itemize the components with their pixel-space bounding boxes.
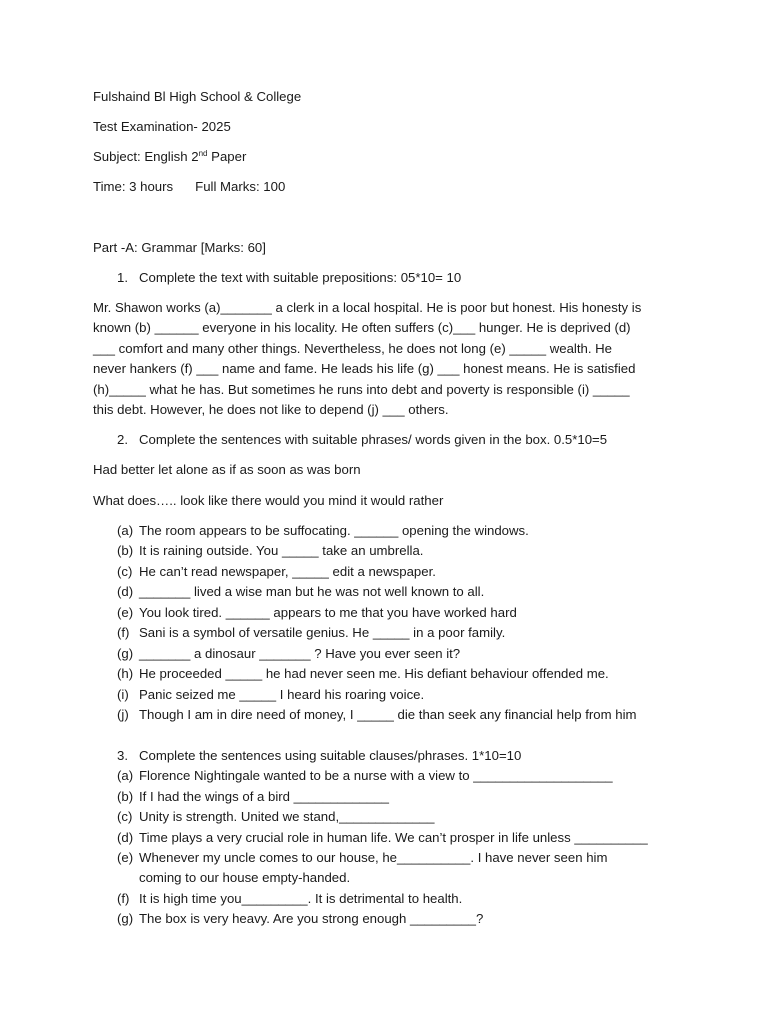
q2-number: 2.	[117, 432, 128, 447]
time-marks-line	[93, 179, 285, 195]
item-label: (g)	[117, 911, 134, 926]
item-text: He can’t read newspaper, _____ edit a newspaper.	[139, 564, 436, 579]
q2-instruction: Complete the sentences with suitable phrases/ words given in the box. 0.5*10=5	[139, 432, 608, 447]
item-text: Time plays a very crucial role in human life. We can’t prosper in life unless __________	[139, 830, 648, 845]
item-label: (f)	[117, 625, 130, 640]
q3-instruction: Complete the sentences using suitable clauses/phrases. 1*10=10	[139, 748, 522, 763]
item-text: coming to our house empty-handed.	[139, 870, 351, 885]
item-text: You look tired. ______ appears to me that you have worked hard	[139, 605, 517, 620]
q2-box-line: What does….. look like there would you mind it would rather	[93, 493, 444, 508]
item-label: (e)	[117, 605, 134, 620]
item-label: (b)	[117, 543, 134, 558]
item-label: (d)	[117, 584, 134, 599]
time-text: Time: 3 hours	[93, 179, 174, 194]
item-text: _______ lived a wise man but he was not well known to all.	[139, 584, 485, 599]
item-text: _______ a dinosaur _______ ? Have you ever seen it?	[139, 646, 461, 661]
item-label: (a)	[117, 768, 134, 783]
item-text: The box is very heavy. Are you strong enough _________?	[139, 911, 484, 926]
item-label: (g)	[117, 646, 134, 661]
full-marks-text: Full Marks: 100	[195, 179, 286, 194]
school-name: Fulshaind Bl High School & College	[93, 89, 302, 104]
part-a-title: Part -A: Grammar [Marks: 60]	[93, 240, 266, 255]
item-label: (d)	[117, 830, 134, 845]
q1-passage-line: Mr. Shawon works (a)_______ a clerk in a local hospital. He is poor but honest. His honesty is	[93, 300, 642, 315]
exam-title: Test Examination- 2025	[93, 119, 231, 134]
item-label: (b)	[117, 789, 134, 804]
item-text: Panic seized me _____ I heard his roaring voice.	[139, 687, 425, 702]
subject-superscript: nd	[198, 149, 208, 158]
q1-number: 1.	[117, 270, 128, 285]
q1-passage-line: ___ comfort and many other things. Nevertheless, he does not long (e) _____ wealth. He	[93, 341, 613, 356]
item-label: (c)	[117, 564, 133, 579]
item-text: It is raining outside. You _____ take an umbrella.	[139, 543, 424, 558]
item-text: Sani is a symbol of versatile genius. He _____ in a poor family.	[139, 625, 506, 640]
q3-number: 3.	[117, 748, 128, 763]
item-text: The room appears to be suffocating. ______ opening the windows.	[139, 523, 529, 538]
item-label: (a)	[117, 523, 134, 538]
item-text: It is high time you_________. It is detrimental to health.	[139, 891, 463, 906]
subject-suffix: Paper	[207, 149, 247, 164]
item-label: (i)	[117, 687, 129, 702]
item-text: Whenever my uncle comes to our house, he__________. I have never seen him	[139, 850, 608, 865]
q1-passage-line: never hankers (f) ___ name and fame. He leads his life (g) ___ honest means. He is satisfied	[93, 361, 636, 376]
subject-prefix: Subject: English 2	[93, 149, 199, 164]
item-text: Florence Nightingale wanted to be a nurse with a view to ___________________	[139, 768, 613, 783]
item-label: (h)	[117, 666, 134, 681]
q2-box-line: Had better let alone as if as soon as was born	[93, 462, 361, 477]
item-text: Unity is strength. United we stand,_____________	[139, 809, 435, 824]
item-label: (c)	[117, 809, 133, 824]
subject-line	[93, 149, 246, 165]
item-label: (j)	[117, 707, 129, 722]
item-label: (f)	[117, 891, 130, 906]
q1-passage-line: known (b) ______ everyone in his locality. He often suffers (c)___ hunger. He is deprived (d)	[93, 320, 631, 335]
item-text: Though I am in dire need of money, I _____ die than seek any financial help from him	[139, 707, 637, 722]
item-text: If I had the wings of a bird _____________	[139, 789, 390, 804]
item-text: He proceeded _____ he had never seen me. His defiant behaviour offended me.	[139, 666, 609, 681]
item-label: (e)	[117, 850, 134, 865]
q1-passage-line: (h)_____ what he has. But sometimes he runs into debt and poverty is responsible (i) _____	[93, 382, 630, 397]
q1-instruction: Complete the text with suitable prepositions: 05*10= 10	[139, 270, 462, 285]
q1-passage-line: this debt. However, he does not like to depend (j) ___ others.	[93, 402, 449, 417]
